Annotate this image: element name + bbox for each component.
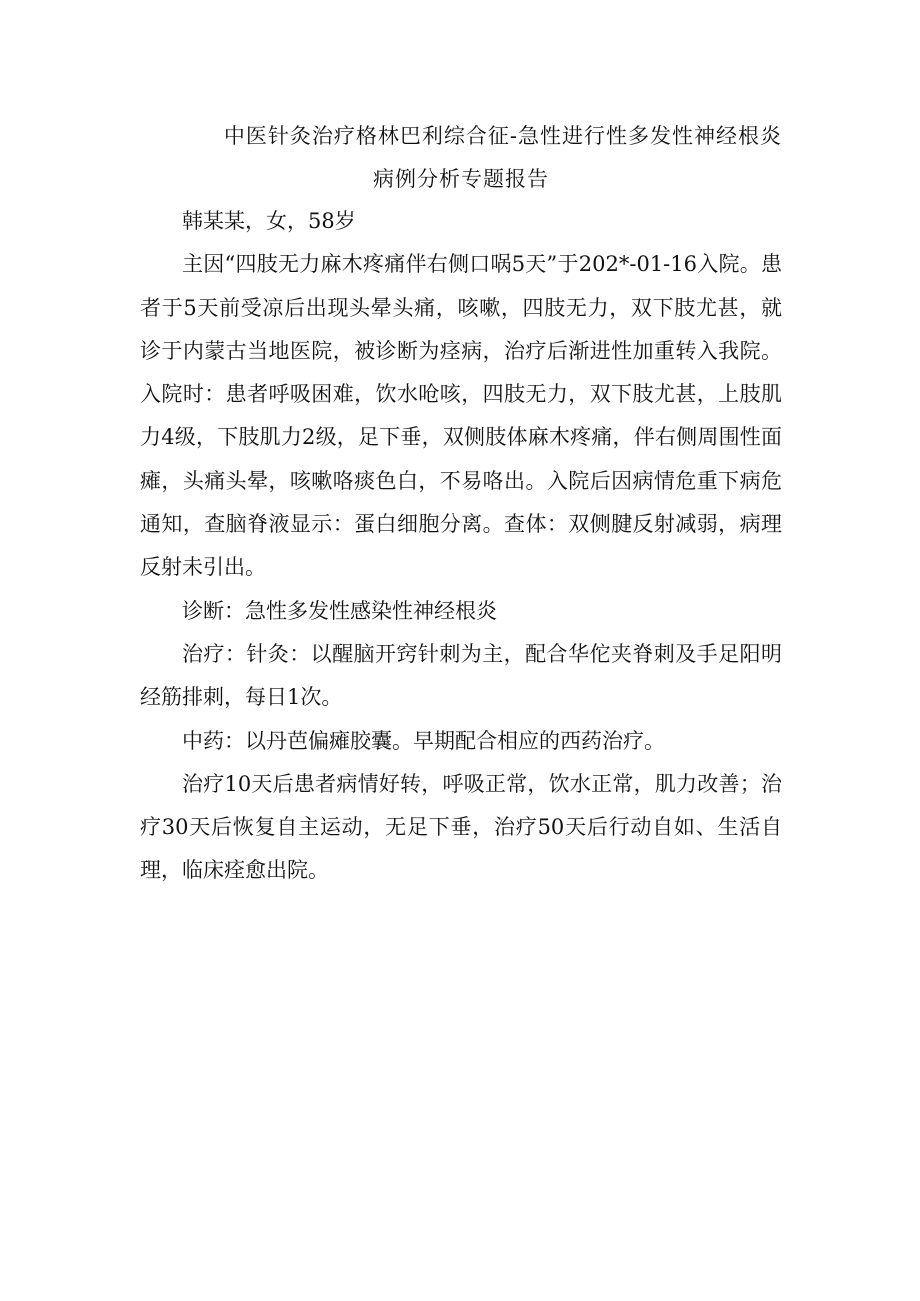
document-title-line-2: 病例分析专题报告 — [373, 167, 549, 191]
diagnosis-paragraph: 诊断：急性多发性感染性神经根炎 — [182, 598, 497, 623]
document-body — [140, 200, 782, 893]
chief-complaint-paragraph: 主因“四肢无力麻木疼痛伴右侧口㖞5天”于202*-01-16入院。患者于5天前受凉后出现头晕头痛，咳嗽，四肢无力，双下肢尤甚，就诊于内蒙古当地医院，被诊断为痉病，治疗后渐进性加重转入我院。入院时：患者呼吸困难，饮水呛咳，四肢无力，双下肢尤甚，上肢肌力4级，下肢肌力2级，足下垂，双侧肢体麻木疼痛，伴右侧周围性面瘫，头痛头晕，咳嗽咯痰色白，不易咯出。入院后因病情危重下病危通知，查脑脊液显示：蛋白细胞分离。查体：双侧腱反射减弱，病理反射未引出。 — [140, 252, 782, 580]
outcome-paragraph: 治疗10天后患者病情好转，呼吸正常，饮水正常，肌力改善；治疗30天后恢复自主运动，无足下垂，治疗50天后行动自如、生活自理，临床痊愈出院。 — [140, 771, 782, 883]
treatment-paragraph: 治疗：针灸：以醒脑开窍针刺为主，配合华佗夹脊刺及手足阳明经筋排刺，每日1次。 — [140, 641, 782, 710]
medicine-paragraph: 中药：以丹芭偏瘫胶囊。早期配合相应的西药治疗。 — [182, 728, 665, 753]
patient-info: 韩某某，女，58岁 — [182, 209, 356, 233]
document-title-line-1: 中医针灸治疗格林巴利综合征-急性进行性多发性神经根炎 — [223, 124, 782, 148]
